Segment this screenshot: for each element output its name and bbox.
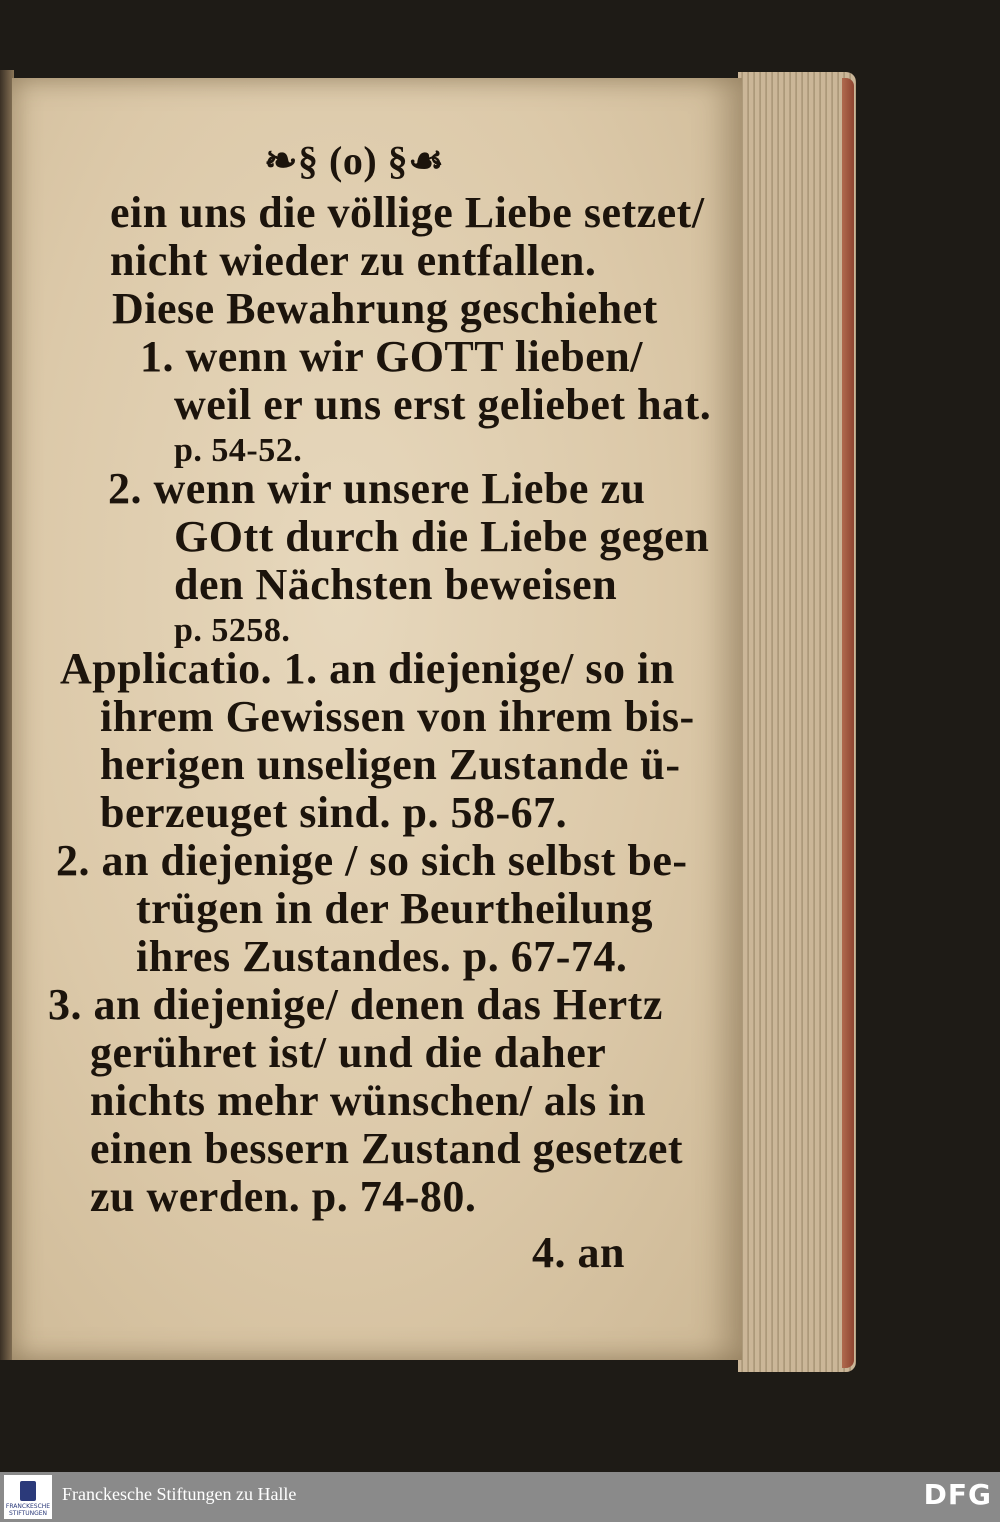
page-header: ❧§ (o) §☙ [264, 138, 445, 183]
text-line-18: 3. an diejenige/ denen das Hertz [48, 980, 663, 1029]
book-page [12, 78, 742, 1360]
catchword: 4. an [532, 1228, 625, 1277]
text-line-9: den Nächsten beweisen [174, 560, 618, 609]
building-icon [20, 1481, 36, 1501]
text-line-7: 2. wenn wir unsere Liebe zu [108, 464, 646, 513]
text-line-16: trügen in der Beurtheilung [136, 884, 654, 933]
text-line-11: Applicatio. 1. an diejenige/ so in [60, 644, 675, 693]
institution-name[interactable]: Franckesche Stiftungen zu Halle [62, 1484, 297, 1504]
text-line-5: weil er uns erst geliebet hat. [174, 380, 712, 429]
text-line-19: gerühret ist/ und die daher [90, 1028, 607, 1077]
text-line-3: Diese Bewahrung geschiehet [112, 284, 658, 333]
text-line-10: p. 5258. [174, 612, 291, 649]
text-line-22: zu werden. p. 74-80. [90, 1172, 477, 1221]
text-line-12: ihrem Gewissen von ihrem bis- [100, 692, 695, 741]
text-line-8: GOtt durch die Liebe gegen [174, 512, 710, 561]
text-line-21: einen bessern Zustand gesetzet [90, 1124, 684, 1173]
text-line-4: 1. wenn wir GOTT lieben/ [140, 332, 644, 381]
page-block-edge [738, 72, 856, 1372]
page-text [12, 78, 742, 1360]
text-line-20: nichts mehr wünschen/ als in [90, 1076, 646, 1125]
red-page-edge [842, 78, 854, 1368]
text-line-1: ein uns die völlige Liebe setzet/ [110, 188, 705, 237]
text-line-13: herigen unseligen Zustande ü- [100, 740, 681, 789]
institution-logo[interactable] [4, 1475, 52, 1519]
text-line-17: ihres Zustandes. p. 67-74. [136, 932, 628, 981]
text-line-6: p. 54-52. [174, 432, 303, 469]
text-line-2: nicht wieder zu entfallen. [110, 236, 597, 285]
dfg-logo[interactable]: DFG [923, 1478, 992, 1511]
logo-text: FRANCKESCHE STIFTUNGEN [5, 1503, 51, 1517]
text-line-15: 2. an diejenige / so sich selbst be- [56, 836, 688, 885]
text-line-14: berzeuget sind. p. 58-67. [100, 788, 568, 837]
